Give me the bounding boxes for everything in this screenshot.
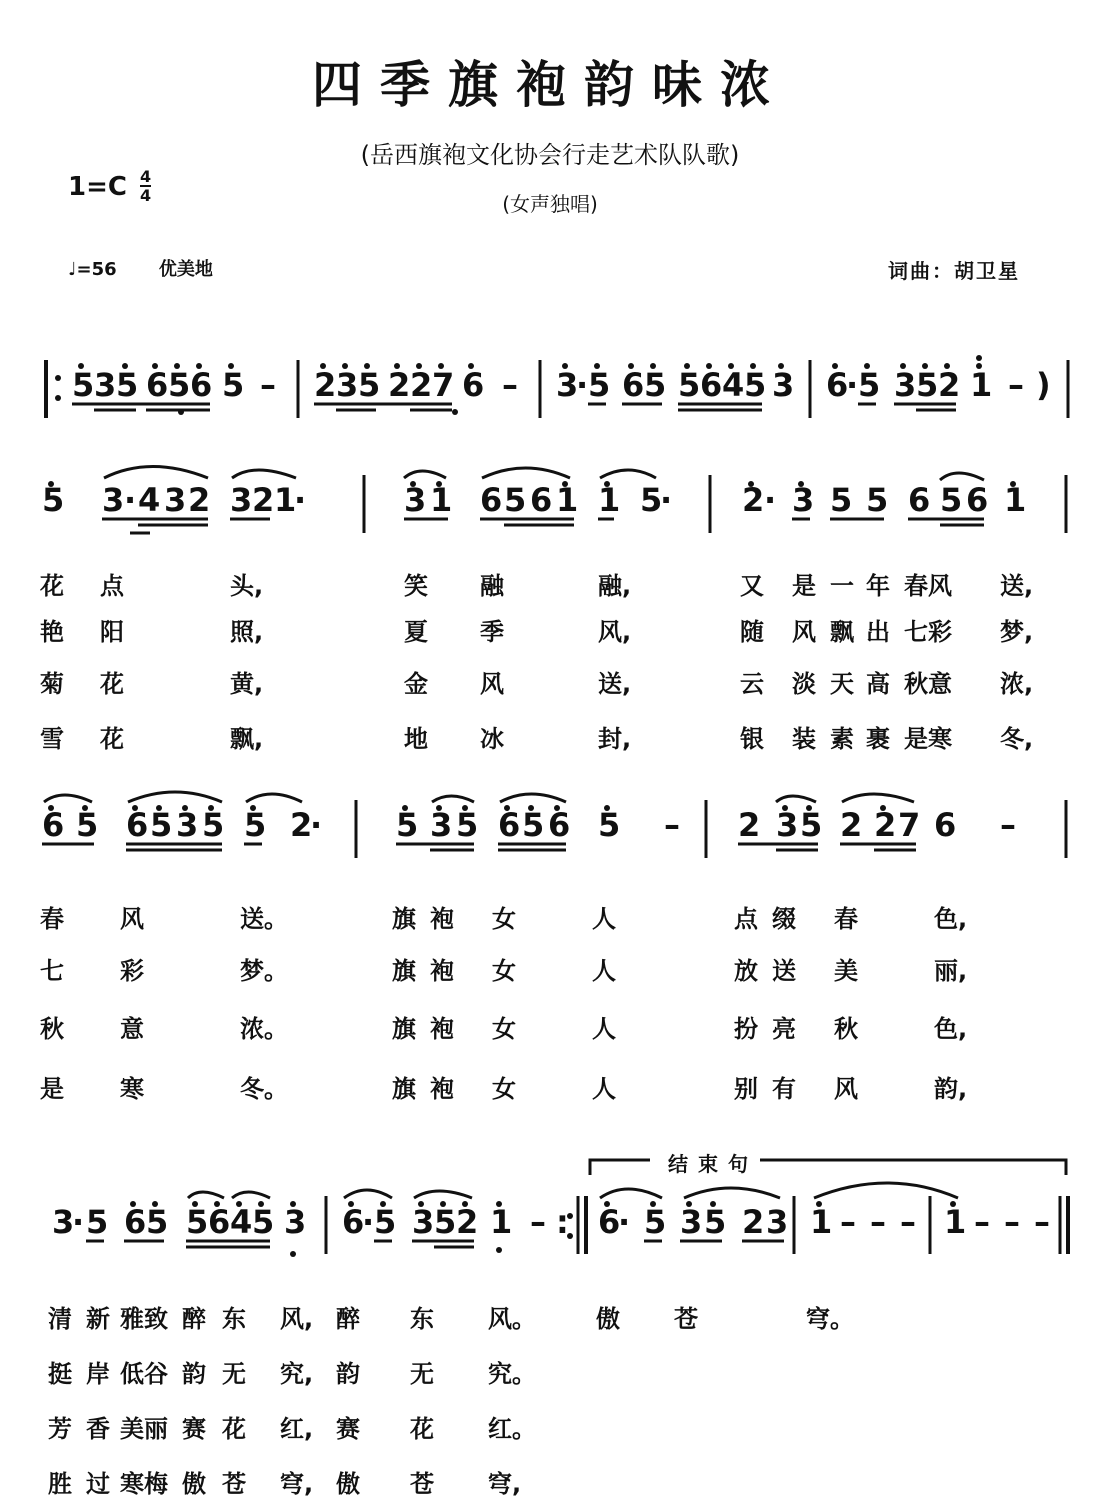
lyric-syllable: 装 <box>792 725 816 753</box>
lyric-syllable: 冬。 <box>240 1075 288 1103</box>
note: · <box>124 481 137 519</box>
note: 4 <box>722 366 745 404</box>
note: 1 <box>944 1203 967 1241</box>
lyric-syllable: 淡 <box>792 670 816 698</box>
tempo-value: ♩=56 <box>68 259 117 280</box>
lyric-syllable: 女 <box>492 1015 516 1043</box>
lyric-syllable: 照, <box>230 618 264 646</box>
note: : <box>556 1203 569 1241</box>
lyric-syllable: 送 <box>772 957 796 985</box>
time-signature-top: 4 <box>140 167 152 186</box>
lyric-syllable: 春风 <box>904 572 952 600</box>
lyric-syllable: 缀 <box>772 905 796 933</box>
lyric-syllable: 风 <box>834 1075 858 1103</box>
note: 5 <box>866 481 889 519</box>
voice-type: (女声独唱) <box>502 192 598 216</box>
lyric-syllable: 黄, <box>230 670 264 698</box>
note: 5 <box>42 481 65 519</box>
lyric-syllable: 东 <box>410 1305 434 1333</box>
lyric-syllable: 红, <box>280 1415 314 1443</box>
note: 1 <box>490 1203 513 1241</box>
note: 5 <box>374 1203 397 1241</box>
note: 5 <box>504 481 527 519</box>
note: 5 <box>116 366 139 404</box>
note: 5 <box>678 366 701 404</box>
note: 5 <box>358 366 381 404</box>
note: 2 <box>742 1203 765 1241</box>
lyric-syllable: 亮 <box>772 1015 796 1043</box>
lyric-syllable: 花 <box>100 670 124 698</box>
note: 5 <box>434 1203 457 1241</box>
note: 3 <box>164 481 187 519</box>
lyric-syllable: 韵 <box>336 1360 360 1388</box>
lyric-syllable: 风 <box>792 618 816 646</box>
lyric-syllable: 苍 <box>674 1305 698 1333</box>
lyric-syllable: 高 <box>866 670 890 698</box>
note: 1 <box>556 481 579 519</box>
note: · <box>576 366 589 404</box>
note: 7 <box>432 366 455 404</box>
note: 6 <box>498 806 521 844</box>
note: 3 <box>776 806 799 844</box>
note: 5 <box>202 806 225 844</box>
lyric-syllable: 苍 <box>410 1470 434 1498</box>
lyric-syllable: 封, <box>598 725 632 753</box>
note: 2 <box>874 806 897 844</box>
lyric-syllable: 东 <box>222 1305 246 1333</box>
lyric-syllable: 点 <box>100 572 124 600</box>
lyric-syllable: 雅致 <box>120 1305 168 1333</box>
note: 3 <box>792 481 815 519</box>
note: 4 <box>230 1203 253 1241</box>
lyric-syllable: 风, <box>598 618 632 646</box>
lyric-syllable: 女 <box>492 957 516 985</box>
note: 6 <box>622 366 645 404</box>
note: 5 <box>644 366 667 404</box>
note: 3 <box>230 481 253 519</box>
note: 5 <box>858 366 881 404</box>
note: – <box>1004 1203 1020 1241</box>
note: 1 <box>598 481 621 519</box>
lyric-syllable: 风 <box>480 670 504 698</box>
lyric-syllable: 彩 <box>120 957 144 985</box>
note: 6 <box>146 366 169 404</box>
lyric-syllable: 是 <box>40 1075 64 1103</box>
lyric-syllable: 芳 <box>48 1415 72 1443</box>
note: 3 <box>336 366 359 404</box>
lyric-syllable: 春 <box>834 905 858 933</box>
note: 5 <box>146 1203 169 1241</box>
lyric-syllable: 袍 <box>430 1075 454 1103</box>
lyric-syllable: 新 <box>86 1305 110 1333</box>
lyric-syllable: 秋意 <box>904 670 952 698</box>
note: 3 <box>176 806 199 844</box>
note: 5 <box>744 366 767 404</box>
note: ) <box>1036 366 1051 404</box>
lyric-syllable: 艳 <box>40 618 64 646</box>
note: 3 <box>52 1203 75 1241</box>
note: 5 <box>588 366 611 404</box>
lyric-syllable: 花 <box>40 572 64 600</box>
note: – <box>870 1203 886 1241</box>
lyric-syllable: 出 <box>866 618 890 646</box>
note: 6 <box>462 366 485 404</box>
lyric-syllable: 傲 <box>336 1470 360 1498</box>
lyric-syllable: 丽, <box>934 957 968 985</box>
note: · <box>846 366 859 404</box>
lyric-syllable: 梦。 <box>240 957 288 985</box>
lyric-syllable: 雪 <box>40 725 64 753</box>
key-signature: 1=C <box>68 172 127 202</box>
lyric-syllable: 美丽 <box>120 1415 168 1443</box>
note: 3 <box>94 366 117 404</box>
lyric-syllable: 放 <box>734 957 758 985</box>
lyric-syllable: 素 <box>830 725 854 753</box>
lyric-syllable: 点 <box>734 905 758 933</box>
lyric-syllable: 浓, <box>1000 670 1034 698</box>
lyric-syllable: 无 <box>410 1360 434 1388</box>
note: 6 <box>908 481 931 519</box>
lyric-syllable: 梦, <box>1000 618 1034 646</box>
note: 3 <box>412 1203 435 1241</box>
lyric-syllable: 韵 <box>182 1360 206 1388</box>
note: 2 <box>314 366 337 404</box>
note: – <box>1034 1203 1050 1241</box>
note: 6 <box>548 806 571 844</box>
note: 1 <box>970 366 993 404</box>
note: 2 <box>252 481 275 519</box>
note: 6 <box>598 1203 621 1241</box>
lyric-syllable: 花 <box>410 1415 434 1443</box>
note: 5 <box>76 806 99 844</box>
note: 3 <box>284 1203 307 1241</box>
lyric-syllable: 融 <box>480 572 504 600</box>
lyric-syllable: 阳 <box>100 618 124 646</box>
lyric-syllable: 送。 <box>240 905 288 933</box>
expression-marking: 优美地 <box>158 259 213 280</box>
note: 5 <box>72 366 95 404</box>
lyric-syllable: 融, <box>598 572 632 600</box>
note: 1 <box>1004 481 1027 519</box>
lyric-syllable: 袍 <box>430 905 454 933</box>
lyric-syllable: 穹。 <box>806 1305 854 1333</box>
note: 5 <box>916 366 939 404</box>
lyric-syllable: 别 <box>734 1075 758 1103</box>
lyric-syllable: 夏 <box>404 618 428 646</box>
note: 6 <box>126 806 149 844</box>
note: 3 <box>102 481 125 519</box>
lyric-syllable: 是 <box>792 572 816 600</box>
note: – <box>840 1203 856 1241</box>
lyric-syllable: 春 <box>40 905 64 933</box>
note: 3 <box>772 366 795 404</box>
note: · <box>764 481 777 519</box>
note: 2 <box>188 481 211 519</box>
lyric-syllable: 冬, <box>1000 725 1034 753</box>
lyric-syllable: 清 <box>48 1305 72 1333</box>
lyric-syllable: 红。 <box>488 1415 536 1443</box>
lyric-syllable: 无 <box>222 1360 246 1388</box>
lyric-syllable: 究。 <box>488 1360 536 1388</box>
lyric-syllable: 人 <box>592 957 616 985</box>
lyric-syllable: 挺 <box>48 1360 72 1388</box>
note: 5 <box>252 1203 275 1241</box>
lyric-syllable: 花 <box>100 725 124 753</box>
note: 2 <box>742 481 765 519</box>
note: 6 <box>124 1203 147 1241</box>
note: 6 <box>934 806 957 844</box>
lyric-syllable: 年 <box>866 572 890 600</box>
lyric-syllable: 旗 <box>392 957 416 985</box>
lyric-syllable: 秋 <box>40 1015 64 1043</box>
note: 5 <box>704 1203 727 1241</box>
lyric-syllable: 云 <box>740 670 764 698</box>
note: 3 <box>556 366 579 404</box>
note: 5 <box>244 806 267 844</box>
lyric-syllable: 头, <box>230 572 264 600</box>
lyric-syllable: 花 <box>222 1415 246 1443</box>
subtitle: (岳西旗袍文化协会行走艺术队队歌) <box>360 141 740 169</box>
lyric-syllable: 色, <box>934 905 968 933</box>
lyric-syllable: 过 <box>86 1470 110 1498</box>
note: 3 <box>766 1203 789 1241</box>
lyric-syllable: 意 <box>120 1015 144 1043</box>
note: 5 <box>800 806 823 844</box>
lyric-syllable: 风 <box>120 905 144 933</box>
note: 5 <box>456 806 479 844</box>
lyric-syllable: 随 <box>740 618 764 646</box>
note: – <box>974 1203 990 1241</box>
note: 7 <box>898 806 921 844</box>
note: 5 <box>186 1203 209 1241</box>
note: · <box>362 1203 375 1241</box>
note: 2 <box>738 806 761 844</box>
note: 6 <box>342 1203 365 1241</box>
lyric-syllable: 岸 <box>86 1360 110 1388</box>
lyric-syllable: 飘, <box>230 725 264 753</box>
note: 5 <box>522 806 545 844</box>
lyric-syllable: 袍 <box>430 957 454 985</box>
note: 2 <box>456 1203 479 1241</box>
lyric-syllable: 苍 <box>222 1470 246 1498</box>
lyric-syllable: 天 <box>830 670 854 698</box>
note: 5 <box>830 481 853 519</box>
author-credit: 词曲：胡卫星 <box>888 259 1020 283</box>
note: 1 <box>274 481 297 519</box>
lyric-syllable: 赛 <box>182 1415 206 1443</box>
note: 6 <box>42 806 65 844</box>
note: 1 <box>810 1203 833 1241</box>
lyric-syllable: 胜 <box>48 1470 72 1498</box>
note: 3 <box>894 366 917 404</box>
lyric-syllable: 寒梅 <box>120 1470 168 1498</box>
lyric-syllable: 送, <box>1000 572 1034 600</box>
note: 6 <box>208 1203 231 1241</box>
lyric-syllable: 醉 <box>182 1305 206 1333</box>
note: · <box>294 481 307 519</box>
lyric-syllable: 旗 <box>392 1075 416 1103</box>
lyric-syllable: 金 <box>404 670 428 698</box>
lyric-syllable: 韵, <box>934 1075 968 1103</box>
note: 6 <box>530 481 553 519</box>
time-signature-bottom: 4 <box>140 186 152 205</box>
note: 5 <box>640 481 663 519</box>
lyric-syllable: 穹, <box>488 1470 522 1498</box>
lyric-syllable: 醉 <box>336 1305 360 1333</box>
note: 6 <box>826 366 849 404</box>
lyric-syllable: 风, <box>280 1305 314 1333</box>
note: 5 <box>168 366 191 404</box>
note: 6 <box>480 481 503 519</box>
note: 6 <box>966 481 989 519</box>
note: 5 <box>86 1203 109 1241</box>
note: 5 <box>396 806 419 844</box>
lyric-syllable: 飘 <box>830 618 854 646</box>
note: 4 <box>138 481 161 519</box>
note: 6 <box>700 366 723 404</box>
lyric-syllable: 七彩 <box>904 618 952 646</box>
lyric-syllable: 银 <box>740 725 764 753</box>
lyric-syllable: 一 <box>830 572 854 600</box>
note: – <box>664 806 680 844</box>
lyric-syllable: 穹, <box>280 1470 314 1498</box>
note: – <box>1008 366 1024 404</box>
note: 5 <box>644 1203 667 1241</box>
lyric-syllable: 是寒 <box>904 725 952 753</box>
note: 3 <box>404 481 427 519</box>
lyric-syllable: 色, <box>934 1015 968 1043</box>
lyric-syllable: 浓。 <box>240 1015 288 1043</box>
lyric-syllable: 旗 <box>392 1015 416 1043</box>
note: 5 <box>598 806 621 844</box>
note: 3 <box>680 1203 703 1241</box>
lyric-syllable: 寒 <box>120 1075 144 1103</box>
note: – <box>530 1203 546 1241</box>
lyric-syllable: 秋 <box>834 1015 858 1043</box>
note: 5 <box>940 481 963 519</box>
note: 3 <box>430 806 453 844</box>
lyric-syllable: 究, <box>280 1360 314 1388</box>
note: 2 <box>388 366 411 404</box>
lyric-syllable: 女 <box>492 1075 516 1103</box>
lyric-syllable: 七 <box>40 957 64 985</box>
note: 1 <box>430 481 453 519</box>
lyric-syllable: 赛 <box>336 1415 360 1443</box>
note: – <box>260 366 276 404</box>
lyric-syllable: 女 <box>492 905 516 933</box>
note: – <box>502 366 518 404</box>
lyric-syllable: 扮 <box>734 1015 758 1043</box>
page-title: 四季旗袍韵味浓 <box>312 56 788 114</box>
note: · <box>310 806 323 844</box>
lyric-syllable: 低谷 <box>120 1360 168 1388</box>
lyric-syllable: 裹 <box>866 725 890 753</box>
ending-label: 结束句 <box>668 1152 758 1176</box>
lyric-syllable: 人 <box>592 1075 616 1103</box>
lyric-syllable: 风。 <box>488 1305 536 1333</box>
lyric-syllable: 袍 <box>430 1015 454 1043</box>
lyric-syllable: 季 <box>480 618 504 646</box>
note: – <box>1000 806 1016 844</box>
note: 2 <box>938 366 961 404</box>
note: 2 <box>840 806 863 844</box>
lyric-syllable: 笑 <box>404 572 428 600</box>
lyric-syllable: 送, <box>598 670 632 698</box>
lyric-syllable: 傲 <box>596 1305 620 1333</box>
note: 6 <box>190 366 213 404</box>
lyric-syllable: 冰 <box>480 725 504 753</box>
note: 5 <box>222 366 245 404</box>
note: · <box>660 481 673 519</box>
lyric-syllable: 美 <box>834 957 858 985</box>
lyric-syllable: 人 <box>592 1015 616 1043</box>
note: 2 <box>410 366 433 404</box>
lyric-syllable: 傲 <box>182 1470 206 1498</box>
lyric-syllable: 地 <box>404 725 428 753</box>
note: · <box>618 1203 631 1241</box>
note: · <box>72 1203 85 1241</box>
note: – <box>900 1203 916 1241</box>
lyric-syllable: 又 <box>740 572 764 600</box>
lyric-syllable: 旗 <box>392 905 416 933</box>
lyric-syllable: 菊 <box>40 670 64 698</box>
lyric-syllable: 有 <box>772 1075 796 1103</box>
lyric-syllable: 香 <box>86 1415 110 1443</box>
lyric-syllable: 人 <box>592 905 616 933</box>
note: 2 <box>290 806 313 844</box>
note: 5 <box>150 806 173 844</box>
